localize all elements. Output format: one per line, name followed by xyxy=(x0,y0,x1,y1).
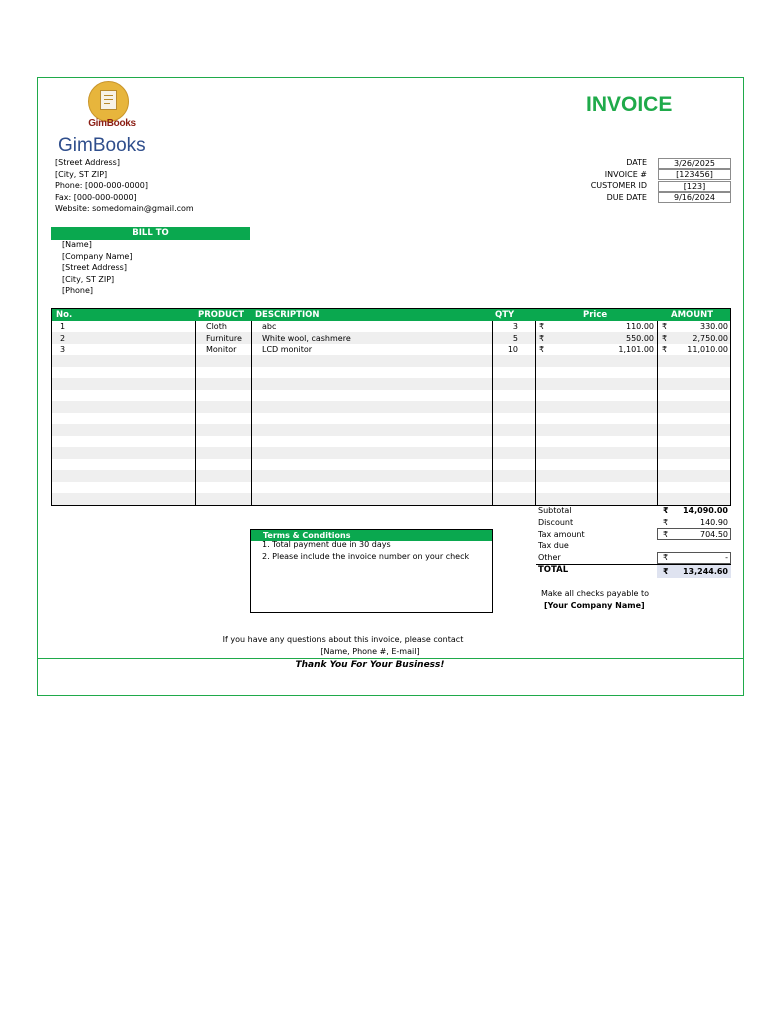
terms-line-2: 2. Please include the invoice number on your check xyxy=(262,552,470,561)
thank-you: Thank You For Your Business! xyxy=(295,660,445,670)
row3-description: LCD monitor xyxy=(262,345,313,354)
other-currency: ₹ xyxy=(663,553,669,562)
discount-value: 140.90 xyxy=(700,518,728,527)
tax-amount-label: Tax amount xyxy=(538,530,585,539)
contact-line-2: [Name, Phone #, E-mail] xyxy=(320,647,420,656)
terms-heading: Terms & Conditions xyxy=(251,530,492,541)
header-price: Price xyxy=(583,310,608,320)
due-date-label: DUE DATE xyxy=(606,193,647,202)
subtotal-value: 14,090.00 xyxy=(682,506,728,515)
row2-amount-currency: ₹ xyxy=(662,333,668,343)
row2-amount: 2,750.00 xyxy=(692,333,728,343)
row2-no: 2 xyxy=(60,333,66,343)
invoice-number-value: [123456] xyxy=(658,169,731,180)
row1-price: 110.00 xyxy=(626,322,654,331)
header-product: PRODUCT xyxy=(198,310,244,320)
items-header xyxy=(52,309,730,321)
date-label: DATE xyxy=(626,158,647,167)
company-name: GimBooks xyxy=(58,135,146,156)
document-icon xyxy=(100,90,117,110)
logo-text: GimBooks xyxy=(88,118,136,129)
row1-qty: 3 xyxy=(512,322,518,331)
subtotal-label: Subtotal xyxy=(538,506,572,515)
header-qty: QTY xyxy=(495,310,515,320)
other-value: - xyxy=(725,553,728,562)
row2-price: 550.00 xyxy=(626,333,654,343)
row1-no: 1 xyxy=(60,322,66,331)
bill-to-company: [Company Name] xyxy=(62,252,133,261)
header-description: DESCRIPTION xyxy=(255,310,320,320)
total-value: 13,244.60 xyxy=(682,567,728,576)
contact-line-1: If you have any questions about this invoice, please contact xyxy=(222,635,464,644)
row1-price-currency: ₹ xyxy=(539,322,545,331)
bill-to-city: [City, ST ZIP] xyxy=(62,275,115,284)
row3-no: 3 xyxy=(60,345,66,354)
tax-amount-value: 704.50 xyxy=(700,530,728,539)
customer-id-value: [123] xyxy=(658,181,731,192)
row1-description: abc xyxy=(262,322,277,331)
items-table xyxy=(51,308,731,506)
row3-amount: 11,010.00 xyxy=(687,345,728,354)
discount-label: Discount xyxy=(538,518,574,527)
row3-price: 1,101.00 xyxy=(618,345,654,354)
bill-to-heading: BILL TO xyxy=(51,227,250,240)
company-fax: Fax: [000-000-0000] xyxy=(55,193,137,202)
invoice-number-label: INVOICE # xyxy=(604,170,647,179)
bill-to-street: [Street Address] xyxy=(62,263,127,272)
total-label: TOTAL xyxy=(538,565,569,575)
tax-amount-currency: ₹ xyxy=(663,530,669,539)
company-phone: Phone: [000-000-0000] xyxy=(55,181,148,190)
row2-description: White wool, cashmere xyxy=(262,333,351,343)
customer-id-label: CUSTOMER ID xyxy=(590,181,647,190)
bill-to-phone: [Phone] xyxy=(62,286,94,295)
bill-to-name: [Name] xyxy=(62,240,92,249)
other-label: Other xyxy=(538,553,561,562)
row2-qty: 5 xyxy=(512,333,518,343)
company-street: [Street Address] xyxy=(55,158,120,167)
row2-price-currency: ₹ xyxy=(539,333,545,343)
discount-currency: ₹ xyxy=(663,518,669,527)
total-currency: ₹ xyxy=(663,567,669,576)
header-no: No. xyxy=(56,310,73,320)
row3-qty: 10 xyxy=(507,345,518,354)
row3-price-currency: ₹ xyxy=(539,345,545,354)
due-date-value: 9/16/2024 xyxy=(658,192,731,203)
header-amount: AMOUNT xyxy=(671,310,714,320)
tax-due-label: Tax due xyxy=(538,541,569,550)
payable-line-1: Make all checks payable to xyxy=(541,589,650,598)
row1-amount: 330.00 xyxy=(700,322,728,331)
company-city: [City, ST ZIP] xyxy=(55,170,108,179)
row3-amount-currency: ₹ xyxy=(662,345,668,354)
subtotal-currency: ₹ xyxy=(663,506,669,515)
footer-divider xyxy=(37,658,744,659)
company-logo xyxy=(84,78,140,134)
terms-line-1: 1. Total payment due in 30 days xyxy=(262,540,391,549)
date-value: 3/26/2025 xyxy=(658,158,731,169)
row1-amount-currency: ₹ xyxy=(662,322,668,331)
invoice-title: INVOICE xyxy=(586,93,673,116)
payable-line-2: [Your Company Name] xyxy=(544,601,645,610)
company-website: Website: somedomain@gmail.com xyxy=(55,204,194,213)
row1-product: Cloth xyxy=(206,322,227,331)
row2-product: Furniture xyxy=(206,333,242,343)
row3-product: Monitor xyxy=(206,345,237,354)
